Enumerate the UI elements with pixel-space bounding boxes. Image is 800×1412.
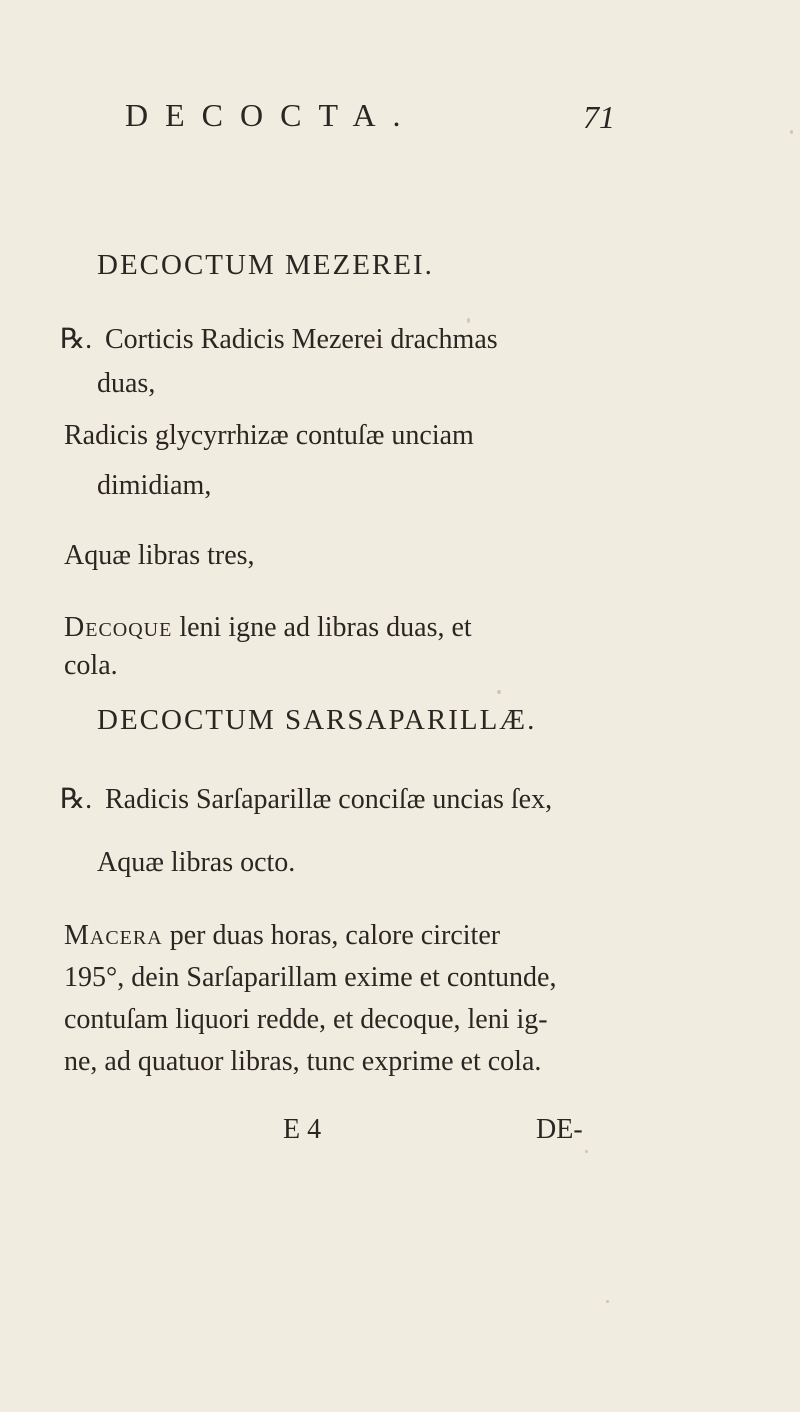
instruction-line (64, 608, 472, 648)
recipe-line: Aquæ libras tres, (64, 540, 255, 571)
recipe-line (60, 780, 552, 820)
recipe-line-text: Radicis Sarſaparillæ conciſæ uncias ſex, (98, 784, 553, 815)
instruction-line: contuſam liquori redde, et decoque, leni ig- (64, 1004, 548, 1035)
recipe-line (60, 320, 498, 360)
instruction-line: ne, ad quatuor libras, tunc exprime et cola. (64, 1046, 542, 1077)
section-title-mezerei: DECOCTUM MEZEREI. (97, 249, 434, 281)
instruction-line: 195°, dein Sarſaparillam exime et contunde, (64, 962, 557, 993)
section-title-sarsaparillae: DECOCTUM SARSAPARILLÆ. (97, 704, 537, 736)
instruction-verb: Decoque (64, 612, 173, 643)
recipe-line: Aquæ libras octo. (97, 847, 296, 878)
recipe-line: Radicis glycyrrhizæ contuſæ unciam (64, 420, 474, 451)
instruction-line: cola. (64, 650, 118, 681)
recipe-symbol: ℞. (60, 784, 93, 815)
instruction-text: leni igne ad libras duas, et (172, 612, 472, 643)
signature-mark: E 4 (283, 1114, 322, 1145)
recipe-line-text: Corticis Radicis Mezerei drachmas (98, 324, 498, 355)
instruction-line (64, 916, 500, 956)
paper-speck (585, 1150, 588, 1153)
running-title: DECOCTA. (125, 97, 418, 133)
paper-speck (497, 690, 501, 694)
recipe-line: duas, (97, 368, 156, 399)
instruction-verb: Macera (64, 920, 163, 951)
paper-speck (606, 1300, 609, 1303)
recipe-symbol: ℞. (60, 324, 93, 355)
running-head (125, 90, 615, 140)
page-number: 71 (583, 99, 615, 135)
paper-speck (790, 130, 793, 134)
paper-speck (467, 318, 470, 323)
catchword: DE- (536, 1114, 583, 1145)
recipe-line: dimidiam, (97, 470, 212, 501)
instruction-text: per duas horas, calore circiter (162, 920, 501, 951)
